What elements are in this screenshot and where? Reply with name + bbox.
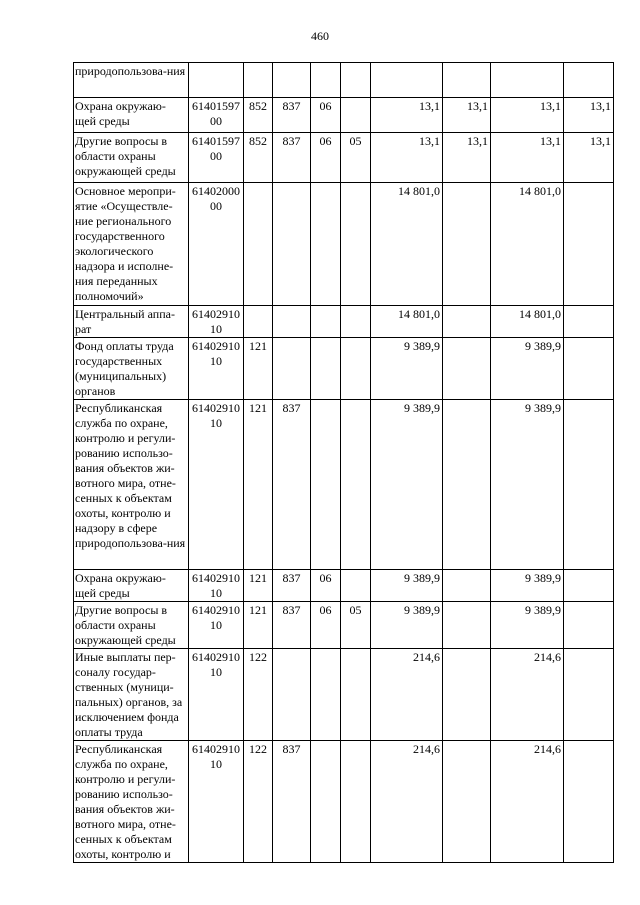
amount-1: 9 389,9 — [371, 400, 443, 570]
expense-type-code: 121 — [244, 400, 273, 570]
expense-type-code: 122 — [244, 649, 273, 741]
expense-type-code — [244, 183, 273, 306]
administrator-code: 837 — [273, 98, 311, 133]
page-number: 460 — [311, 29, 329, 43]
target-article-code: 6140291010 — [189, 741, 244, 863]
subsection-code — [341, 306, 371, 338]
amount-4 — [564, 400, 614, 570]
amount-2 — [443, 741, 491, 863]
target-article-code: 6140159700 — [189, 98, 244, 133]
amount-3: 14 801,0 — [491, 306, 564, 338]
target-article-code: 6140291010 — [189, 649, 244, 741]
target-article-code: 6140291010 — [189, 338, 244, 400]
administrator-code: 837 — [273, 741, 311, 863]
amount-2 — [443, 306, 491, 338]
amount-1: 13,1 — [371, 133, 443, 183]
amount-2 — [443, 602, 491, 649]
amount-4 — [564, 338, 614, 400]
amount-2 — [443, 649, 491, 741]
section-code — [311, 649, 341, 741]
amount-1: 9 389,9 — [371, 570, 443, 602]
amount-2: 13,1 — [443, 98, 491, 133]
amount-2 — [443, 183, 491, 306]
amount-3: 13,1 — [491, 133, 564, 183]
amount-1: 214,6 — [371, 649, 443, 741]
amount-3: 14 801,0 — [491, 183, 564, 306]
table-row — [74, 63, 614, 98]
amount-4 — [564, 183, 614, 306]
table-row — [74, 400, 614, 570]
row-name: Центральный аппа-рат — [74, 306, 189, 338]
table-body — [74, 63, 614, 863]
amount-2 — [443, 63, 491, 98]
amount-1: 214,6 — [371, 741, 443, 863]
subsection-code — [341, 63, 371, 98]
section-code: 06 — [311, 602, 341, 649]
amount-1: 14 801,0 — [371, 306, 443, 338]
amount-3: 9 389,9 — [491, 570, 564, 602]
amount-4 — [564, 741, 614, 863]
amount-2 — [443, 570, 491, 602]
subsection-code — [341, 570, 371, 602]
target-article-code: 6140159700 — [189, 133, 244, 183]
administrator-code: 837 — [273, 570, 311, 602]
table-row — [74, 306, 614, 338]
amount-2: 13,1 — [443, 133, 491, 183]
amount-2 — [443, 400, 491, 570]
amount-4 — [564, 649, 614, 741]
section-code: 06 — [311, 133, 341, 183]
amount-1: 13,1 — [371, 98, 443, 133]
table-row — [74, 133, 614, 183]
table-row — [74, 98, 614, 133]
amount-1: 9 389,9 — [371, 602, 443, 649]
table-row — [74, 649, 614, 741]
row-name: Другие вопросы в области охраны окружающей среды — [74, 602, 189, 649]
administrator-code — [273, 338, 311, 400]
budget-table — [73, 62, 614, 863]
row-name: Охрана окружаю-щей среды — [74, 98, 189, 133]
section-code — [311, 306, 341, 338]
target-article-code: 6140291010 — [189, 306, 244, 338]
amount-4 — [564, 306, 614, 338]
row-name: природопользова-ния — [74, 63, 189, 98]
subsection-code — [341, 338, 371, 400]
amount-1 — [371, 63, 443, 98]
expense-type-code: 852 — [244, 98, 273, 133]
amount-4: 13,1 — [564, 98, 614, 133]
administrator-code — [273, 63, 311, 98]
administrator-code — [273, 306, 311, 338]
amount-2 — [443, 338, 491, 400]
row-name: Охрана окружаю-щей среды — [74, 570, 189, 602]
administrator-code — [273, 183, 311, 306]
subsection-code — [341, 183, 371, 306]
amount-1: 14 801,0 — [371, 183, 443, 306]
amount-3: 214,6 — [491, 649, 564, 741]
row-name: Основное меропри-ятие «Осуществле-ние регионального государственного экологического надзора и исполне-ния переданных полномочий» — [74, 183, 189, 306]
amount-3: 214,6 — [491, 741, 564, 863]
administrator-code: 837 — [273, 133, 311, 183]
table-row — [74, 183, 614, 306]
expense-type-code — [244, 63, 273, 98]
expense-type-code: 852 — [244, 133, 273, 183]
amount-1: 9 389,9 — [371, 338, 443, 400]
row-name: Иные выплаты пер-соналу государ-ственных (муници-пальных) органов, за исключением фонда оплаты труда — [74, 649, 189, 741]
administrator-code: 837 — [273, 400, 311, 570]
amount-3: 13,1 — [491, 98, 564, 133]
expense-type-code: 121 — [244, 602, 273, 649]
subsection-code: 05 — [341, 602, 371, 649]
target-article-code: 6140291010 — [189, 570, 244, 602]
row-name: Фонд оплаты труда государственных (муниципальных) органов — [74, 338, 189, 400]
amount-3: 9 389,9 — [491, 400, 564, 570]
table-row — [74, 338, 614, 400]
target-article-code: 6140291010 — [189, 602, 244, 649]
row-name: Республиканская служба по охране, контролю и регули-рованию использо-вания объектов жи-вотного мира, отне-сенных к объектам охоты, контролю и надзору в сфере природопользова-ния — [74, 400, 189, 570]
section-code — [311, 741, 341, 863]
section-code — [311, 338, 341, 400]
amount-3 — [491, 63, 564, 98]
section-code — [311, 400, 341, 570]
section-code — [311, 183, 341, 306]
amount-4 — [564, 602, 614, 649]
administrator-code — [273, 649, 311, 741]
amount-4 — [564, 63, 614, 98]
administrator-code: 837 — [273, 602, 311, 649]
target-article-code: 6140291010 — [189, 400, 244, 570]
amount-3: 9 389,9 — [491, 338, 564, 400]
row-name: Другие вопросы в области охраны окружающей среды — [74, 133, 189, 183]
section-code: 06 — [311, 98, 341, 133]
subsection-code — [341, 649, 371, 741]
target-article-code: 6140200000 — [189, 183, 244, 306]
row-name: Республиканская служба по охране, контролю и регули-рованию использо-вания объектов жи-вотного мира, отне-сенных к объектам охоты, контролю и — [74, 741, 189, 863]
table-row — [74, 741, 614, 863]
target-article-code — [189, 63, 244, 98]
section-code — [311, 63, 341, 98]
expense-type-code: 122 — [244, 741, 273, 863]
subsection-code — [341, 98, 371, 133]
expense-type-code: 121 — [244, 338, 273, 400]
table-row — [74, 570, 614, 602]
subsection-code — [341, 400, 371, 570]
expense-type-code: 121 — [244, 570, 273, 602]
subsection-code — [341, 741, 371, 863]
expense-type-code — [244, 306, 273, 338]
subsection-code: 05 — [341, 133, 371, 183]
section-code: 06 — [311, 570, 341, 602]
amount-3: 9 389,9 — [491, 602, 564, 649]
amount-4: 13,1 — [564, 133, 614, 183]
amount-4 — [564, 570, 614, 602]
table-row — [74, 602, 614, 649]
